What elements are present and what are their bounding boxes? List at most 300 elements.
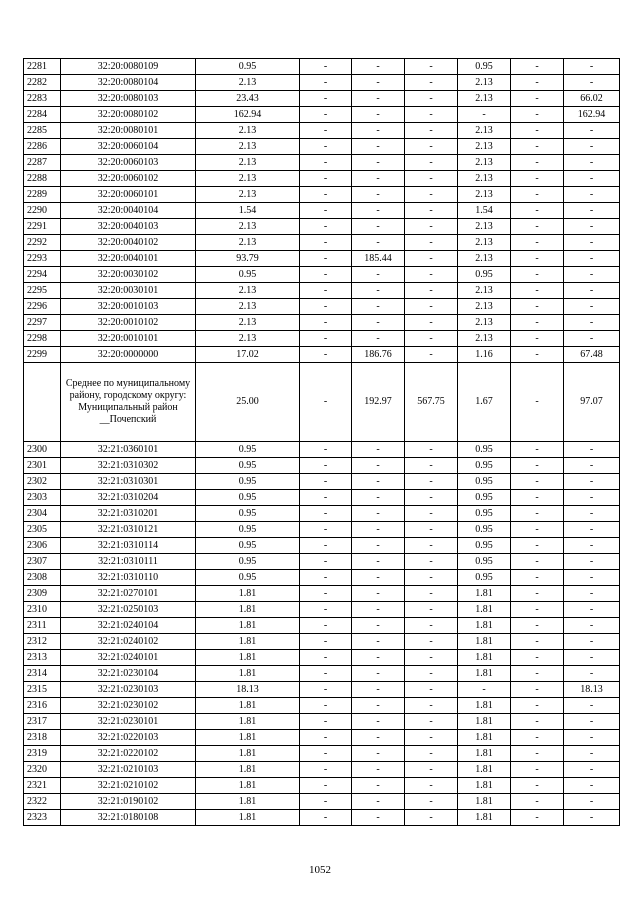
value-col-5-cell: 1.54	[458, 203, 511, 219]
value-col-7-cell: -	[564, 187, 620, 203]
value-col-1-cell: 2.13	[196, 139, 300, 155]
row-number-cell: 2295	[24, 283, 61, 299]
value-col-2-cell: -	[300, 586, 352, 602]
cadastral-code-cell: Среднее по муниципальному району, городскому округу: Муниципальный район __Почепский	[61, 363, 196, 442]
cadastral-code-cell: 32:21:0210103	[61, 762, 196, 778]
value-col-6-cell: -	[511, 474, 564, 490]
value-col-4-cell: -	[405, 155, 458, 171]
value-col-5-cell: 0.95	[458, 59, 511, 75]
value-col-1-cell: 2.13	[196, 235, 300, 251]
value-col-4-cell: -	[405, 634, 458, 650]
value-col-6-cell: -	[511, 778, 564, 794]
value-col-1-cell: 1.81	[196, 746, 300, 762]
value-col-6-cell: -	[511, 810, 564, 826]
row-number-cell: 2289	[24, 187, 61, 203]
table-row	[24, 235, 620, 251]
value-col-1-cell: 1.81	[196, 586, 300, 602]
value-col-2-cell: -	[300, 331, 352, 347]
value-col-4-cell: -	[405, 810, 458, 826]
value-col-2-cell: -	[300, 714, 352, 730]
value-col-6-cell: -	[511, 618, 564, 634]
value-col-1-cell: 2.13	[196, 315, 300, 331]
value-col-4-cell: -	[405, 251, 458, 267]
value-col-3-cell: -	[352, 442, 405, 458]
cadastral-values-table	[23, 58, 620, 826]
value-col-4-cell: -	[405, 139, 458, 155]
value-col-7-cell: 162.94	[564, 107, 620, 123]
table-row	[24, 714, 620, 730]
value-col-2-cell: -	[300, 75, 352, 91]
cadastral-code-cell: 32:20:0040101	[61, 251, 196, 267]
cadastral-code-cell: 32:20:0040102	[61, 235, 196, 251]
value-col-4-cell: -	[405, 283, 458, 299]
value-col-2-cell: -	[300, 522, 352, 538]
value-col-6-cell: -	[511, 746, 564, 762]
value-col-3-cell: -	[352, 506, 405, 522]
value-col-6-cell: -	[511, 522, 564, 538]
value-col-3-cell: 192.97	[352, 363, 405, 442]
cadastral-code-cell: 32:21:0240102	[61, 634, 196, 650]
table-row	[24, 730, 620, 746]
cadastral-code-cell: 32:20:0080102	[61, 107, 196, 123]
table-row	[24, 810, 620, 826]
row-number-cell: 2308	[24, 570, 61, 586]
value-col-5-cell: 1.81	[458, 810, 511, 826]
value-col-7-cell: -	[564, 123, 620, 139]
row-number-cell: 2320	[24, 762, 61, 778]
value-col-3-cell: -	[352, 59, 405, 75]
value-col-1-cell: 2.13	[196, 219, 300, 235]
cadastral-code-cell: 32:20:0060102	[61, 171, 196, 187]
cadastral-code-cell: 32:21:0240101	[61, 650, 196, 666]
value-col-2-cell: -	[300, 730, 352, 746]
value-col-7-cell: -	[564, 490, 620, 506]
value-col-3-cell: -	[352, 554, 405, 570]
cadastral-code-cell: 32:21:0310114	[61, 538, 196, 554]
value-col-5-cell: 2.13	[458, 331, 511, 347]
value-col-6-cell: -	[511, 794, 564, 810]
cadastral-code-cell: 32:20:0060104	[61, 139, 196, 155]
value-col-4-cell: -	[405, 59, 458, 75]
value-col-5-cell: 1.67	[458, 363, 511, 442]
cadastral-code-cell: 32:21:0310204	[61, 490, 196, 506]
value-col-3-cell: -	[352, 538, 405, 554]
value-col-7-cell: -	[564, 59, 620, 75]
cadastral-code-cell: 32:21:0240104	[61, 618, 196, 634]
value-col-3-cell: -	[352, 602, 405, 618]
cadastral-code-cell: 32:20:0040103	[61, 219, 196, 235]
value-col-5-cell: 0.95	[458, 474, 511, 490]
value-col-5-cell: 2.13	[458, 155, 511, 171]
value-col-5-cell: 2.13	[458, 139, 511, 155]
value-col-3-cell: -	[352, 299, 405, 315]
value-col-6-cell: -	[511, 602, 564, 618]
value-col-1-cell: 0.95	[196, 522, 300, 538]
value-col-7-cell: -	[564, 650, 620, 666]
value-col-1-cell: 18.13	[196, 682, 300, 698]
value-col-3-cell: -	[352, 235, 405, 251]
value-col-6-cell: -	[511, 331, 564, 347]
value-col-7-cell: -	[564, 219, 620, 235]
value-col-2-cell: -	[300, 474, 352, 490]
table-row	[24, 171, 620, 187]
table-row	[24, 91, 620, 107]
value-col-1-cell: 1.81	[196, 714, 300, 730]
row-number-cell: 2302	[24, 474, 61, 490]
value-col-4-cell: -	[405, 331, 458, 347]
cadastral-code-cell: 32:20:0080104	[61, 75, 196, 91]
value-col-6-cell: -	[511, 490, 564, 506]
value-col-7-cell: -	[564, 203, 620, 219]
value-col-6-cell: -	[511, 506, 564, 522]
value-col-2-cell: -	[300, 778, 352, 794]
value-col-5-cell: 0.95	[458, 554, 511, 570]
value-col-1-cell: 2.13	[196, 187, 300, 203]
value-col-7-cell: -	[564, 586, 620, 602]
value-col-2-cell: -	[300, 267, 352, 283]
value-col-3-cell: -	[352, 187, 405, 203]
row-number-cell: 2282	[24, 75, 61, 91]
value-col-6-cell: -	[511, 299, 564, 315]
value-col-2-cell: -	[300, 299, 352, 315]
value-col-5-cell: 2.13	[458, 75, 511, 91]
row-number-cell: 2317	[24, 714, 61, 730]
cadastral-code-cell: 32:21:0230102	[61, 698, 196, 714]
value-col-2-cell: -	[300, 283, 352, 299]
value-col-3-cell: -	[352, 714, 405, 730]
table-row	[24, 155, 620, 171]
row-number-cell: 2297	[24, 315, 61, 331]
value-col-3-cell: -	[352, 171, 405, 187]
cadastral-code-cell: 32:20:0000000	[61, 347, 196, 363]
value-col-3-cell: -	[352, 698, 405, 714]
row-number-cell: 2309	[24, 586, 61, 602]
value-col-3-cell: -	[352, 650, 405, 666]
cadastral-code-cell: 32:21:0250103	[61, 602, 196, 618]
value-col-1-cell: 0.95	[196, 267, 300, 283]
value-col-1-cell: 2.13	[196, 171, 300, 187]
value-col-2-cell: -	[300, 810, 352, 826]
row-number-cell: 2300	[24, 442, 61, 458]
row-number-cell: 2294	[24, 267, 61, 283]
value-col-5-cell: 0.95	[458, 490, 511, 506]
row-number-cell: 2291	[24, 219, 61, 235]
value-col-7-cell: -	[564, 538, 620, 554]
cadastral-code-cell: 32:20:0080109	[61, 59, 196, 75]
cadastral-code-cell: 32:21:0220103	[61, 730, 196, 746]
cadastral-code-cell: 32:21:0270101	[61, 586, 196, 602]
value-col-7-cell: -	[564, 442, 620, 458]
value-col-4-cell: -	[405, 746, 458, 762]
value-col-1-cell: 1.81	[196, 650, 300, 666]
row-number-cell: 2311	[24, 618, 61, 634]
value-col-5-cell: 1.81	[458, 650, 511, 666]
value-col-4-cell: -	[405, 506, 458, 522]
value-col-1-cell: 0.95	[196, 554, 300, 570]
value-col-5-cell: 1.81	[458, 666, 511, 682]
table-row	[24, 586, 620, 602]
value-col-1-cell: 1.81	[196, 666, 300, 682]
cadastral-code-cell: 32:21:0230103	[61, 682, 196, 698]
value-col-1-cell: 0.95	[196, 442, 300, 458]
value-col-6-cell: -	[511, 442, 564, 458]
cadastral-code-cell: 32:21:0230104	[61, 666, 196, 682]
table-row	[24, 698, 620, 714]
value-col-1-cell: 1.81	[196, 618, 300, 634]
value-col-2-cell: -	[300, 59, 352, 75]
value-col-7-cell: 18.13	[564, 682, 620, 698]
value-col-4-cell: -	[405, 442, 458, 458]
value-col-7-cell: -	[564, 139, 620, 155]
value-col-7-cell: -	[564, 570, 620, 586]
row-number-cell: 2319	[24, 746, 61, 762]
value-col-5-cell: 2.13	[458, 187, 511, 203]
table-row	[24, 347, 620, 363]
value-col-2-cell: -	[300, 762, 352, 778]
value-col-7-cell: -	[564, 299, 620, 315]
value-col-1-cell: 23.43	[196, 91, 300, 107]
value-col-3-cell: -	[352, 682, 405, 698]
table-row	[24, 139, 620, 155]
table-row	[24, 650, 620, 666]
value-col-1-cell: 2.13	[196, 123, 300, 139]
value-col-6-cell: -	[511, 75, 564, 91]
value-col-3-cell: -	[352, 746, 405, 762]
value-col-1-cell: 1.81	[196, 810, 300, 826]
value-col-3-cell: -	[352, 91, 405, 107]
value-col-4-cell: -	[405, 538, 458, 554]
value-col-4-cell: -	[405, 698, 458, 714]
value-col-6-cell: -	[511, 634, 564, 650]
row-number-cell: 2314	[24, 666, 61, 682]
value-col-5-cell: 0.95	[458, 442, 511, 458]
value-col-6-cell: -	[511, 139, 564, 155]
value-col-4-cell: -	[405, 778, 458, 794]
table-row	[24, 666, 620, 682]
value-col-6-cell: -	[511, 107, 564, 123]
cadastral-code-cell: 32:21:0220102	[61, 746, 196, 762]
value-col-1-cell: 0.95	[196, 490, 300, 506]
value-col-2-cell: -	[300, 618, 352, 634]
row-number-cell: 2304	[24, 506, 61, 522]
value-col-7-cell: -	[564, 618, 620, 634]
value-col-7-cell: -	[564, 554, 620, 570]
table-row	[24, 538, 620, 554]
value-col-1-cell: 93.79	[196, 251, 300, 267]
value-col-7-cell: -	[564, 458, 620, 474]
value-col-6-cell: -	[511, 682, 564, 698]
value-col-4-cell: -	[405, 267, 458, 283]
value-col-5-cell: 1.81	[458, 698, 511, 714]
value-col-3-cell: -	[352, 618, 405, 634]
table-row	[24, 602, 620, 618]
row-number-cell: 2293	[24, 251, 61, 267]
row-number-cell: 2315	[24, 682, 61, 698]
cadastral-code-cell: 32:20:0060103	[61, 155, 196, 171]
row-number-cell: 2287	[24, 155, 61, 171]
value-col-3-cell: -	[352, 203, 405, 219]
row-number-cell: 2285	[24, 123, 61, 139]
table-row	[24, 746, 620, 762]
value-col-3-cell: -	[352, 490, 405, 506]
value-col-2-cell: -	[300, 219, 352, 235]
value-col-1-cell: 2.13	[196, 331, 300, 347]
value-col-5-cell: -	[458, 682, 511, 698]
value-col-1-cell: 17.02	[196, 347, 300, 363]
value-col-5-cell: 1.81	[458, 746, 511, 762]
value-col-3-cell: 185.44	[352, 251, 405, 267]
value-col-7-cell: -	[564, 698, 620, 714]
value-col-6-cell: -	[511, 203, 564, 219]
value-col-2-cell: -	[300, 442, 352, 458]
value-col-7-cell: -	[564, 602, 620, 618]
value-col-4-cell: -	[405, 235, 458, 251]
value-col-7-cell: -	[564, 778, 620, 794]
table-row	[24, 75, 620, 91]
cadastral-code-cell: 32:20:0010102	[61, 315, 196, 331]
value-col-5-cell: 2.13	[458, 91, 511, 107]
table-row	[24, 522, 620, 538]
table-row	[24, 59, 620, 75]
value-col-2-cell: -	[300, 650, 352, 666]
page-number: 1052	[309, 864, 331, 876]
row-number-cell: 2290	[24, 203, 61, 219]
value-col-4-cell: -	[405, 650, 458, 666]
value-col-5-cell: 0.95	[458, 538, 511, 554]
value-col-1-cell: 1.81	[196, 634, 300, 650]
value-col-4-cell: -	[405, 219, 458, 235]
value-col-2-cell: -	[300, 490, 352, 506]
value-col-2-cell: -	[300, 347, 352, 363]
value-col-4-cell: -	[405, 171, 458, 187]
value-col-3-cell: -	[352, 267, 405, 283]
value-col-1-cell: 0.95	[196, 570, 300, 586]
value-col-2-cell: -	[300, 682, 352, 698]
table-row	[24, 123, 620, 139]
row-number-cell: 2288	[24, 171, 61, 187]
value-col-5-cell: 2.13	[458, 315, 511, 331]
value-col-4-cell: -	[405, 187, 458, 203]
value-col-6-cell: -	[511, 666, 564, 682]
value-col-3-cell: -	[352, 331, 405, 347]
value-col-4-cell: -	[405, 203, 458, 219]
row-number-cell: 2284	[24, 107, 61, 123]
value-col-2-cell: -	[300, 570, 352, 586]
value-col-2-cell: -	[300, 698, 352, 714]
value-col-1-cell: 2.13	[196, 155, 300, 171]
value-col-2-cell: -	[300, 794, 352, 810]
value-col-2-cell: -	[300, 171, 352, 187]
value-col-5-cell: 2.13	[458, 235, 511, 251]
value-col-2-cell: -	[300, 746, 352, 762]
value-col-6-cell: -	[511, 219, 564, 235]
value-col-6-cell: -	[511, 283, 564, 299]
value-col-6-cell: -	[511, 698, 564, 714]
value-col-3-cell: -	[352, 139, 405, 155]
value-col-1-cell: 0.95	[196, 59, 300, 75]
table-row	[24, 203, 620, 219]
value-col-6-cell: -	[511, 347, 564, 363]
value-col-5-cell: 1.81	[458, 586, 511, 602]
table-row	[24, 778, 620, 794]
table-row	[24, 474, 620, 490]
cadastral-code-cell: 32:21:0310121	[61, 522, 196, 538]
value-col-7-cell: -	[564, 171, 620, 187]
value-col-1-cell: 25.00	[196, 363, 300, 442]
cadastral-code-cell: 32:20:0040104	[61, 203, 196, 219]
value-col-4-cell: -	[405, 618, 458, 634]
value-col-2-cell: -	[300, 666, 352, 682]
value-col-5-cell: 0.95	[458, 506, 511, 522]
value-col-4-cell: -	[405, 347, 458, 363]
value-col-4-cell: -	[405, 682, 458, 698]
row-number-cell: 2301	[24, 458, 61, 474]
value-col-1-cell: 0.95	[196, 538, 300, 554]
value-col-1-cell: 0.95	[196, 458, 300, 474]
value-col-5-cell: 1.81	[458, 730, 511, 746]
row-number-cell: 2318	[24, 730, 61, 746]
value-col-4-cell: -	[405, 570, 458, 586]
value-col-6-cell: -	[511, 155, 564, 171]
value-col-6-cell: -	[511, 187, 564, 203]
value-col-5-cell: 1.81	[458, 618, 511, 634]
row-number-cell: 2305	[24, 522, 61, 538]
value-col-1-cell: 1.81	[196, 762, 300, 778]
row-number-cell: 2303	[24, 490, 61, 506]
value-col-6-cell: -	[511, 650, 564, 666]
value-col-4-cell: -	[405, 730, 458, 746]
table-row	[24, 267, 620, 283]
table-row	[24, 554, 620, 570]
value-col-1-cell: 1.81	[196, 602, 300, 618]
value-col-6-cell: -	[511, 235, 564, 251]
table-row	[24, 283, 620, 299]
value-col-4-cell: -	[405, 315, 458, 331]
row-number-cell: 2306	[24, 538, 61, 554]
value-col-6-cell: -	[511, 315, 564, 331]
value-col-2-cell: -	[300, 251, 352, 267]
table-row	[24, 219, 620, 235]
row-number-cell: 2316	[24, 698, 61, 714]
value-col-1-cell: 1.54	[196, 203, 300, 219]
value-col-5-cell: 1.81	[458, 778, 511, 794]
cadastral-code-cell: 32:21:0310201	[61, 506, 196, 522]
value-col-2-cell: -	[300, 634, 352, 650]
value-col-6-cell: -	[511, 538, 564, 554]
row-number-cell: 2298	[24, 331, 61, 347]
value-col-2-cell: -	[300, 538, 352, 554]
value-col-7-cell: -	[564, 714, 620, 730]
value-col-1-cell: 2.13	[196, 283, 300, 299]
table-row	[24, 107, 620, 123]
value-col-3-cell: -	[352, 522, 405, 538]
value-col-5-cell: 0.95	[458, 458, 511, 474]
value-col-2-cell: -	[300, 203, 352, 219]
value-col-5-cell: 0.95	[458, 570, 511, 586]
row-number-cell: 2296	[24, 299, 61, 315]
cadastral-code-cell: 32:21:0360101	[61, 442, 196, 458]
row-number-cell: 2323	[24, 810, 61, 826]
value-col-2-cell: -	[300, 602, 352, 618]
row-number-cell: 2310	[24, 602, 61, 618]
row-number-cell: 2313	[24, 650, 61, 666]
value-col-6-cell: -	[511, 171, 564, 187]
cadastral-code-cell: 32:21:0310302	[61, 458, 196, 474]
value-col-3-cell: -	[352, 634, 405, 650]
value-col-1-cell: 2.13	[196, 299, 300, 315]
table-row	[24, 187, 620, 203]
value-col-7-cell: -	[564, 522, 620, 538]
